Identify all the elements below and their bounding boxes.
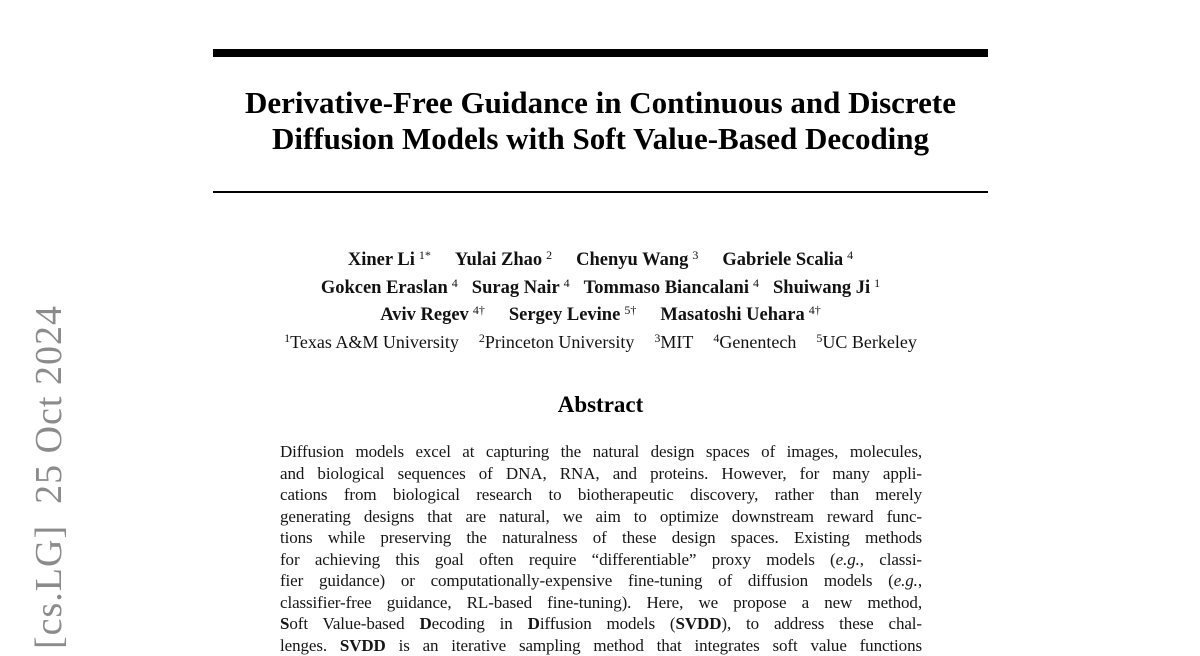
author-affiliation-superscript: 4 — [753, 276, 759, 290]
author-name: Gokcen Eraslan — [321, 278, 448, 298]
abstract-bold-run: D — [419, 614, 431, 633]
author-row — [163, 272, 1038, 300]
abstract-text-run: classifier-free guidance, RL-based fine-tuning). Here, we propose a new method, — [280, 593, 922, 612]
author-name: Xiner Li — [348, 250, 415, 270]
author-affiliation-superscript: 4 — [847, 248, 853, 262]
abstract-bold-run: SVDD — [676, 614, 722, 633]
author-name: Yulai Zhao — [455, 250, 542, 270]
author-name: Gabriele Scalia — [722, 250, 843, 270]
author-affiliation-superscript: 4† — [809, 303, 821, 317]
abstract-bold-run: SVDD — [340, 636, 386, 655]
affiliation-entry — [654, 327, 693, 354]
author-affiliation-superscript: 4 — [564, 276, 570, 290]
abstract-text-run: is an iterative sampling method that integrates soft value functions — [386, 636, 922, 655]
author-name: Masatoshi Uehara — [660, 305, 804, 325]
abstract-bold-run: S — [280, 614, 289, 633]
abstract-text-run: , classi- — [860, 550, 922, 569]
author-entry — [722, 244, 853, 272]
affiliation-name: Princeton University — [485, 332, 634, 352]
author-affiliation-superscript: 4 — [452, 276, 458, 290]
title-rule-top — [213, 49, 988, 57]
author-entry — [455, 244, 552, 272]
author-affiliation-superscript: 1 — [874, 276, 880, 290]
abstract-body — [280, 441, 922, 656]
affiliation-entry — [479, 327, 634, 354]
author-entry — [773, 272, 880, 300]
abstract-heading: Abstract — [213, 392, 988, 418]
abstract-text-run: for achieving this goal often require “differentiable” proxy models ( — [280, 550, 836, 569]
abstract-line — [280, 613, 922, 635]
author-entry — [576, 244, 698, 272]
author-entry — [348, 244, 431, 272]
authors-block — [163, 244, 1038, 353]
author-name: Surag Nair — [472, 278, 560, 298]
abstract-text-run: tions while preserving the naturalness of these design spaces. Existing methods — [280, 528, 922, 547]
abstract-text-run: lenges. — [280, 636, 340, 655]
author-name: Sergey Levine — [509, 305, 621, 325]
abstract-line — [280, 484, 922, 506]
abstract-text-run: iffusion models ( — [540, 614, 676, 633]
affiliation-superscript: 2 — [479, 331, 485, 345]
author-entry — [321, 272, 458, 300]
paper-title-line-1: Derivative-Free Guidance in Continuous and Discrete — [213, 85, 988, 121]
abstract-line — [280, 549, 922, 571]
author-name: Aviv Regev — [380, 305, 469, 325]
author-row — [163, 244, 1038, 272]
abstract-text-run: fier guidance) or computationally-expensive fine-tuning of diffusion models ( — [280, 571, 894, 590]
abstract-line — [280, 506, 922, 528]
affiliation-entry — [284, 327, 459, 354]
affiliations-row — [163, 327, 1038, 354]
affiliation-superscript: 5 — [816, 331, 822, 345]
author-entry — [472, 272, 570, 300]
arxiv-category-date-stamp: [cs.LG] 25 Oct 2024 — [27, 305, 71, 649]
affiliation-name: UC Berkeley — [822, 332, 916, 352]
abstract-text-run: cations from biological research to biotherapeutic discovery, rather than merely — [280, 485, 922, 504]
paper-title — [213, 85, 988, 157]
abstract-line — [280, 570, 922, 592]
author-entry — [509, 299, 637, 327]
affiliation-name: MIT — [660, 332, 693, 352]
abstract-text-run: ecoding in — [432, 614, 528, 633]
abstract-line — [280, 592, 922, 614]
affiliation-entry — [713, 327, 796, 354]
author-name: Tommaso Biancalani — [584, 278, 749, 298]
author-name: Chenyu Wang — [576, 250, 688, 270]
author-affiliation-superscript: 2 — [546, 248, 552, 262]
paper-title-line-2: Diffusion Models with Soft Value-Based Decoding — [213, 121, 988, 157]
affiliation-name: Genentech — [719, 332, 796, 352]
abstract-text-run: ), to address these chal- — [721, 614, 922, 633]
abstract-text-run: and biological sequences of DNA, RNA, and proteins. However, for many appli- — [280, 464, 922, 483]
affiliation-entry — [816, 327, 916, 354]
author-affiliation-superscript: 1* — [419, 248, 431, 262]
author-affiliation-superscript: 5† — [624, 303, 636, 317]
affiliation-superscript: 4 — [713, 331, 719, 345]
author-affiliation-superscript: 3 — [692, 248, 698, 262]
author-row — [163, 299, 1038, 327]
abstract-text-run: oft Value-based — [289, 614, 419, 633]
affiliation-name: Texas A&M University — [290, 332, 459, 352]
author-entry — [584, 272, 759, 300]
abstract-text-run: Diffusion models excel at capturing the natural design spaces of images, molecules, — [280, 442, 922, 461]
abstract-text-run: generating designs that are natural, we aim to optimize downstream reward func- — [280, 507, 922, 526]
abstract-line — [280, 463, 922, 485]
abstract-italic-run: e.g. — [894, 571, 918, 590]
title-rule-bottom — [213, 191, 988, 193]
abstract-text-run: , — [918, 571, 922, 590]
author-entry — [380, 299, 485, 327]
abstract-bold-run: D — [528, 614, 540, 633]
author-name: Shuiwang Ji — [773, 278, 870, 298]
author-entry — [660, 299, 820, 327]
author-affiliation-superscript: 4† — [473, 303, 485, 317]
abstract-italic-run: e.g. — [836, 550, 860, 569]
affiliation-superscript: 3 — [654, 331, 660, 345]
abstract-line — [280, 527, 922, 549]
abstract-line — [280, 635, 922, 656]
affiliation-superscript: 1 — [284, 331, 290, 345]
abstract-line — [280, 441, 922, 463]
